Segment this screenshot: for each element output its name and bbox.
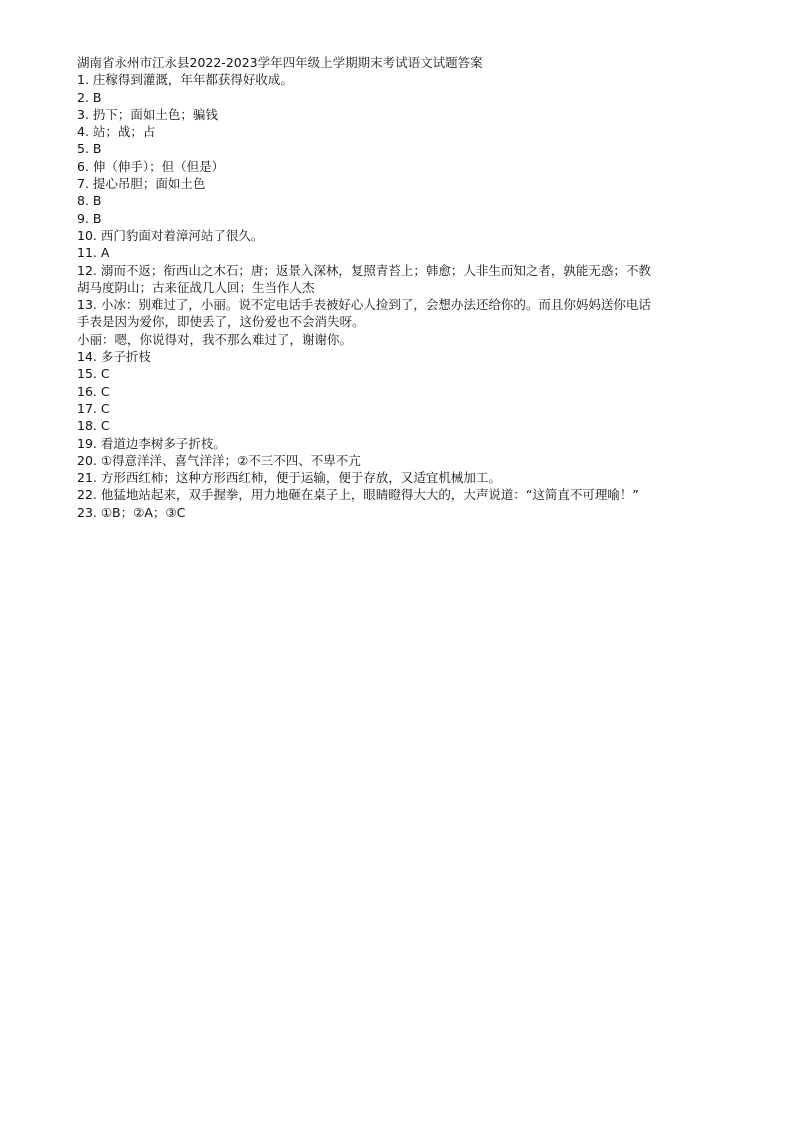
answer-line-8: 8. B	[77, 193, 102, 209]
answer-line-17: 17. C	[77, 400, 110, 416]
answer-line-14: 14. 多子折枝	[77, 349, 151, 365]
answer-line-1: 1. 庄稼得到灌溉，年年都获得好收成。	[77, 72, 293, 88]
answer-line-12-continued: 胡马度阴山；古来征战几人回；生当作人杰	[77, 279, 315, 295]
answer-line-10: 10. 西门豹面对着漳河站了很久。	[77, 227, 264, 243]
answer-line-7: 7. 提心吊胆；面如土色	[77, 176, 206, 192]
answer-line-11: 11. A	[77, 245, 110, 261]
answer-line-12: 12. 溺而不返；衔西山之木石；唐；返景入深林，复照青苔上；韩愈；人非生而知之者，孰能无惑；不教	[77, 262, 651, 278]
answer-line-21: 21. 方形西红柿；这种方形西红柿，便于运输，便于存放，又适宜机械加工。	[77, 470, 501, 486]
answer-line-15: 15. C	[77, 366, 110, 382]
answer-line-13-continued: 手表是因为爱你，即使丢了，这份爱也不会消失呀。	[77, 314, 365, 330]
answer-line-9: 9. B	[77, 210, 102, 226]
answer-line-19: 19. 看道边李树多子折枝。	[77, 435, 226, 451]
answer-document	[77, 54, 737, 521]
answer-line-3: 3. 扔下；面如土色；骗钱	[77, 106, 218, 122]
answer-line-4: 4. 站；战；占	[77, 124, 156, 140]
answer-line-5: 5. B	[77, 141, 102, 157]
answer-line-23: 23. ①B；②A；③C	[77, 504, 186, 520]
answer-line-13-reply: 小丽：嗯，你说得对，我不那么难过了，谢谢你。	[77, 331, 353, 347]
answer-line-16: 16. C	[77, 383, 110, 399]
answer-line-18: 18. C	[77, 418, 110, 434]
answer-line-20: 20. ①得意洋洋、喜气洋洋；②不三不四、不卑不亢	[77, 452, 361, 468]
answer-line-6: 6. 伸（伸手）；但（但是）	[77, 158, 225, 174]
answer-line-2: 2. B	[77, 89, 102, 105]
answer-line-22: 22. 他猛地站起来，双手握拳，用力地砸在桌子上，眼睛瞪得大大的，大声说道：“这简直不可理喻！”	[77, 487, 639, 503]
document-title: 湖南省永州市江永县2022-2023学年四年级上学期期末考试语文试题答案	[77, 55, 483, 70]
answer-line-13: 13. 小冰：别难过了，小丽。说不定电话手表被好心人捡到了，会想办法还给你的。而且你妈妈送你电话	[77, 297, 651, 313]
